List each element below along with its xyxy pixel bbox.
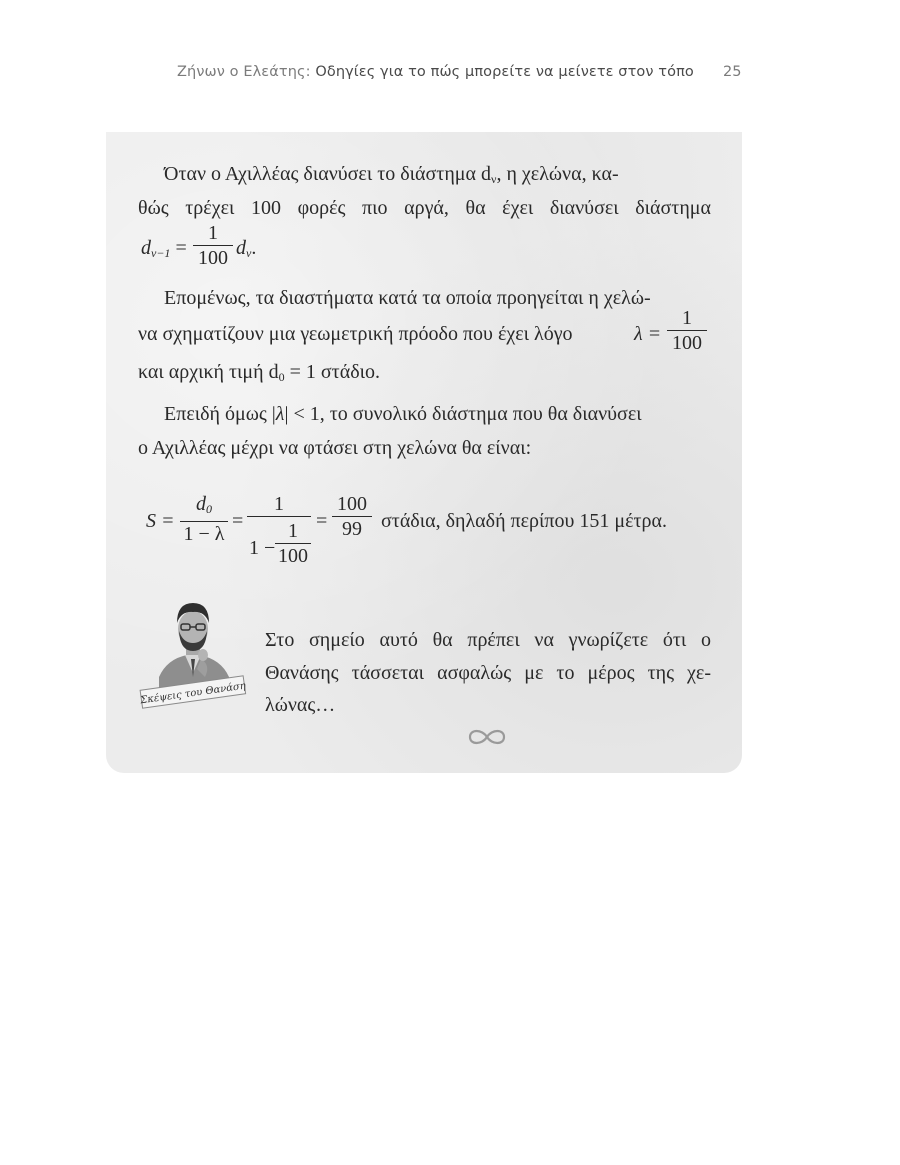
eq3-fraction2: 1 <box>247 493 311 518</box>
eq3-eq2: = <box>316 510 328 532</box>
p2-line2: να σχηματίζουν μια γεωμετρική πρόοδο που έχει λόγο <box>138 323 573 345</box>
thinking-man-icon <box>137 597 249 709</box>
p2-line3: και αρχική τιμή $d_0 = 1$ στάδιο. <box>138 361 381 384</box>
note-line3: λώνας… <box>265 694 336 716</box>
eq2-lhs: λ = <box>634 323 662 345</box>
eq3-S: S = <box>146 510 175 532</box>
header-title: Ζήνων ο Ελεάτης: Οδηγίες για το πώς μπορείτε να μείνετε στον τόπο <box>177 64 694 80</box>
eq1-fraction: 1 100 <box>193 222 233 269</box>
eq3-f2-den-prefix: 1 − <box>249 537 276 559</box>
eq1-lhs: $d_{\nu-1}$ = <box>141 237 187 260</box>
p3-line2: ο Αχιλλέας μέχρι να φτάσει στη χελώνα θα είναι: <box>138 437 532 459</box>
note-line2: Θανάσης τάσσεται ασφαλώς με το μέρος της χε- <box>265 662 711 684</box>
running-header <box>0 64 900 88</box>
eq3-tail: στάδια, δηλαδή περίπου 151 μέτρα. <box>381 510 667 532</box>
eq3-fraction3: 100 99 <box>332 493 372 540</box>
p1-line1: Όταν ο Αχιλλέας διανύσει το διάστημα $d_\nu$, η χελώνα, κα- <box>164 163 619 186</box>
p2-line1: Επομένως, τα διαστήματα κατά τα οποία προηγείται η χελώ- <box>164 287 651 309</box>
p1-line2: θώς τρέχει 100 φορές πιο αργά, θα έχει διανύσει διάστημα <box>138 197 711 219</box>
avatar-caption: Σκέψεις του Θανάση <box>139 680 247 707</box>
eq3-eq1: = <box>232 510 244 532</box>
note-line1: Στο σημείο αυτό θα πρέπει να γνωρίζετε ότι ο <box>265 629 711 651</box>
eq3-fraction2-inner: 1 100 <box>275 520 311 567</box>
page-number: 25 <box>723 64 742 80</box>
eq3-fraction1: $d_0$ 1 − λ <box>180 493 228 545</box>
infinity-icon <box>466 724 508 750</box>
p3-line1: Επειδή όμως |λ| < 1, το συνολικό διάστημα που θα διανύσει <box>164 403 642 425</box>
eq2-fraction: 1 100 <box>667 307 707 354</box>
eq1-rhs: $d_\nu$. <box>236 237 257 260</box>
